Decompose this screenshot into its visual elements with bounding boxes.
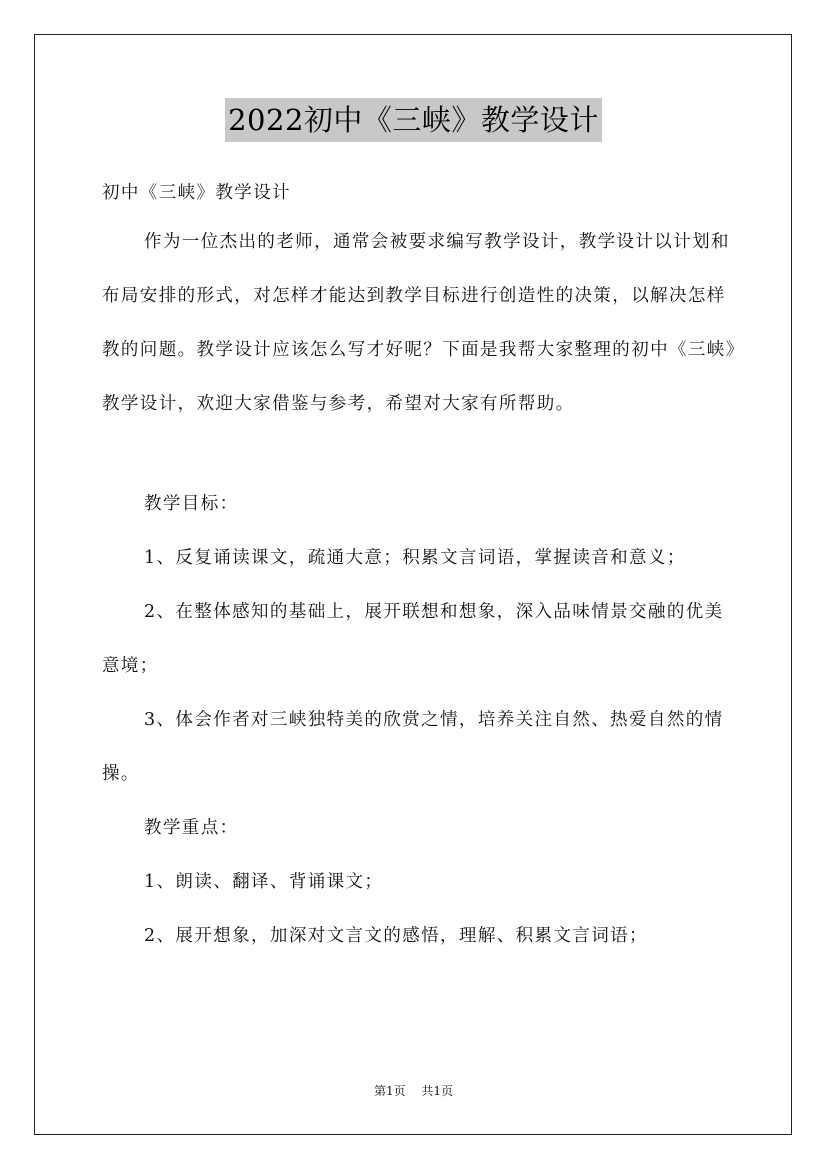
goals-heading: 教学目标：	[144, 494, 239, 514]
page-number-total: 共1页	[421, 1084, 454, 1098]
page-footer	[0, 1082, 827, 1099]
document-body	[102, 172, 742, 963]
key-point-item: 1、朗读、翻译、背诵课文；	[144, 872, 384, 892]
document-title: 2022初中《三峡》教学设计	[225, 98, 602, 142]
key-points-heading: 教学重点：	[144, 818, 239, 838]
goal-item: 3、体会作者对三峡独特美的欣赏之情，培养关注自然、热爱自然的情操。	[102, 710, 724, 784]
title-container	[0, 98, 827, 142]
goal-item: 1、反复诵读课文，疏通大意；积累文言词语，掌握读音和意义；	[144, 548, 686, 568]
intro-paragraph: 作为一位杰出的老师，通常会被要求编写教学设计，教学设计以计划和布局安排的形式，对怎样才能达到教学目标进行创造性的决策，以解决怎样教的问题。教学设计应该怎么写才好呢？下面是我帮大家整理的初中《三峡》教学设计，欢迎大家借鉴与参考，希望对大家有所帮助。	[102, 232, 736, 414]
goal-item: 2、在整体感知的基础上，展开联想和想象，深入品味情景交融的优美意境；	[102, 602, 724, 676]
page-number-current: 第1页	[373, 1084, 406, 1098]
key-point-item: 2、展开想象，加深对文言文的感悟，理解、积累文言词语；	[144, 926, 648, 946]
document-subtitle: 初中《三峡》教学设计	[102, 183, 291, 203]
section-spacer	[102, 431, 742, 477]
